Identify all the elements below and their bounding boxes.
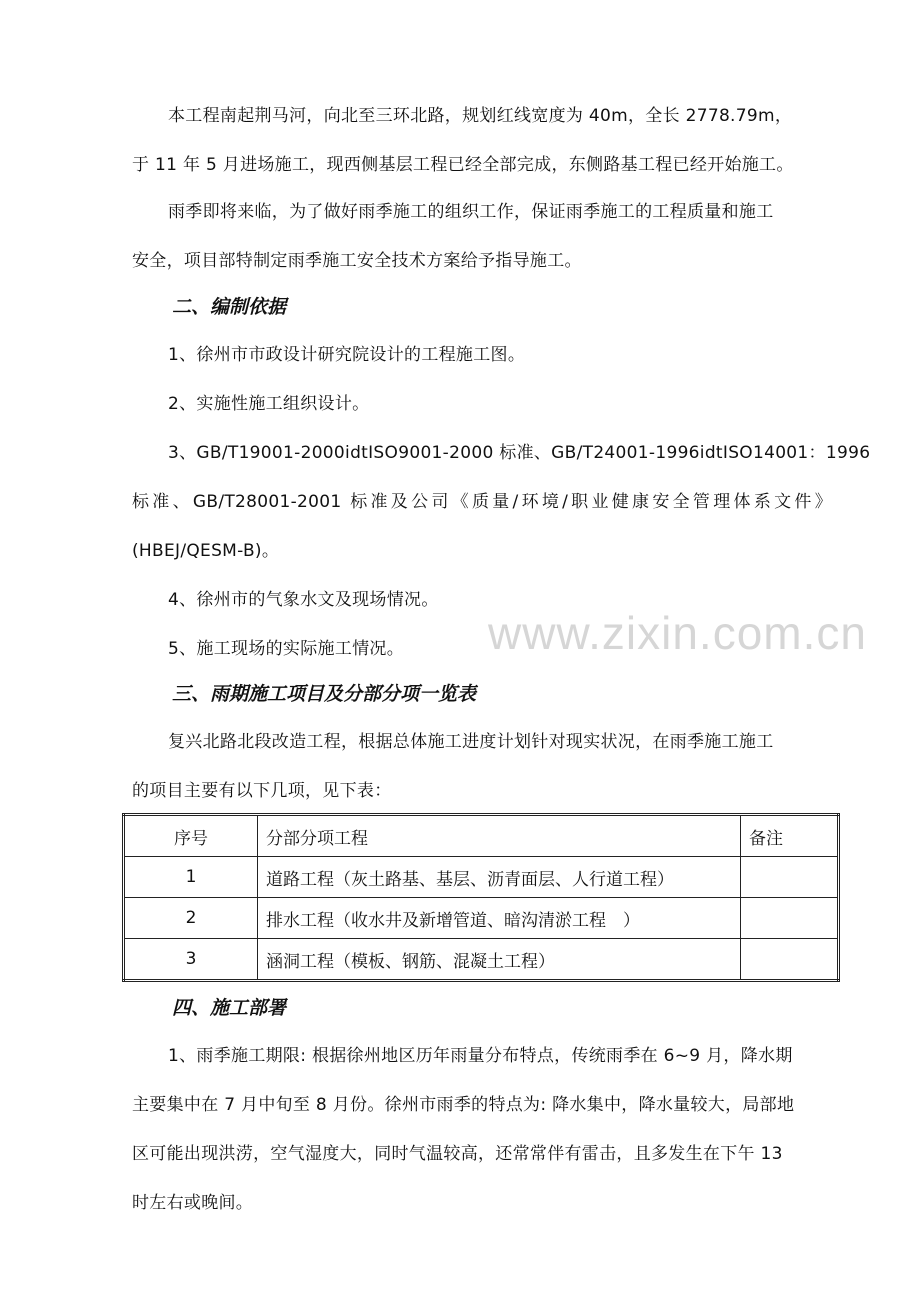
intro-p1-line1: 本工程南起荆马河，向北至三环北路，规划红线宽度为 40m，全长 2778.79m， (168, 106, 793, 126)
row-index: 3 (124, 939, 258, 981)
table-row (124, 898, 839, 939)
table-row (124, 939, 839, 981)
basis-item-3-line3: (HBEJ/QESM-B)。 (132, 541, 280, 561)
section3-intro-line1: 复兴北路北段改造工程，根据总体施工进度计划针对现实状况，在雨季施工施工 (168, 732, 774, 752)
section4-heading: 四、施工部署 (172, 997, 287, 1019)
intro-p2-line2: 安全，项目部特制定雨季施工安全技术方案给予指导施工。 (132, 251, 582, 271)
row-index: 2 (124, 898, 258, 939)
section3-intro-line2: 的项目主要有以下几项，见下表： (132, 781, 392, 801)
header-index: 序号 (124, 815, 258, 857)
section3-heading: 三、雨期施工项目及分部分项一览表 (172, 683, 477, 705)
row-remark (741, 939, 839, 981)
section3-intro (132, 718, 832, 816)
basis-item-5: 5、施工现场的实际施工情况。 (168, 639, 405, 659)
header-item: 分部分项工程 (258, 815, 741, 857)
section4-p1-line1: 1、雨季施工期限: 根据徐州地区历年雨量分布特点，传统雨季在 6~9 月，降水期 (168, 1046, 793, 1066)
watermark-text: www.zixin.com.cn (488, 607, 867, 659)
basis-item-3-line1: 3、GB/T19001-2000idtISO9001-2000 标准、GB/T24001-1996idtISO14001：1996 (168, 443, 871, 463)
section4-p1-line2: 主要集中在 7 月中旬至 8 月份。徐州市雨季的特点为: 降水集中，降水量较大，局部地 (132, 1095, 795, 1115)
row-remark (741, 857, 839, 898)
basis-item-2: 2、实施性施工组织设计。 (168, 394, 370, 414)
section2-heading: 二、编制依据 (172, 296, 287, 318)
row-item: 排水工程（收水井及新增管道、暗沟清淤工程 ） (258, 898, 741, 939)
row-index: 1 (124, 857, 258, 898)
section4-p1-line3: 区可能出现洪涝，空气湿度大，同时气温较高，还常常伴有雷击，且多发生在下午 13 (132, 1144, 783, 1164)
intro-p1-line2: 于 11 年 5 月进场施工，现西侧基层工程已经全部完成，东侧路基工程已经开始施工。 (132, 155, 794, 175)
intro-paragraph-1 (132, 92, 832, 190)
intro-paragraph-2 (132, 188, 832, 286)
section4-p1-line4: 时左右或晚间。 (132, 1193, 254, 1213)
basis-item-1: 1、徐州市市政设计研究院设计的工程施工图。 (168, 345, 526, 365)
section4-paragraph (132, 1032, 832, 1228)
intro-p2-line1: 雨季即将来临，为了做好雨季施工的组织工作，保证雨季施工的工程质量和施工 (168, 202, 774, 222)
table-header-row (124, 815, 839, 857)
row-item: 涵洞工程（模板、钢筋、混凝土工程） (258, 939, 741, 981)
basis-item-4: 4、徐州市的气象水文及现场情况。 (168, 590, 439, 610)
row-remark (741, 898, 839, 939)
project-items-table (122, 813, 840, 982)
row-item: 道路工程（灰土路基、基层、沥青面层、人行道工程） (258, 857, 741, 898)
header-remark: 备注 (741, 815, 839, 857)
basis-item-3-line2: 标准、GB/T28001-2001 标准及公司《质量/环境/职业健康安全管理体系文件》 (132, 492, 832, 512)
table-row (124, 857, 839, 898)
